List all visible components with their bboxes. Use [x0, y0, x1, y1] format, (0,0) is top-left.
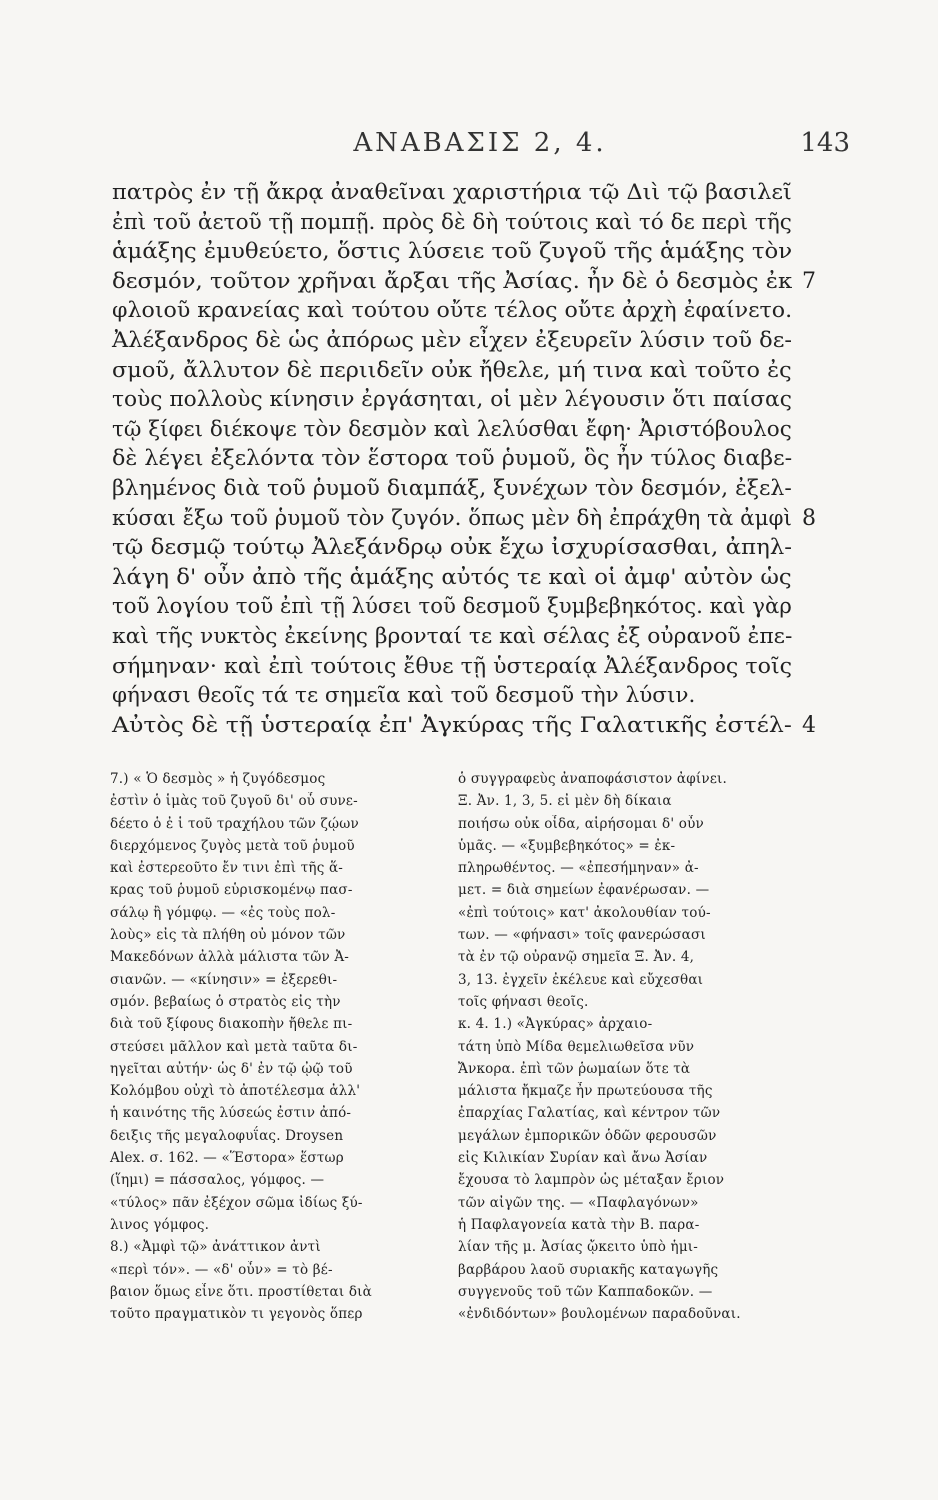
footnote-line: «τύλος» πᾶν ἐξέχον σῶμα ἰδίως ξύ-: [110, 1194, 363, 1211]
running-head-title: ΑΝΑΒΑΣΙΣ 2, 4.: [353, 128, 607, 158]
footnote-line: δειξις τῆς μεγαλοφυΐας. Droysen: [110, 1127, 344, 1144]
main-text-line: [112, 237, 802, 267]
main-text-line: [112, 563, 802, 593]
main-text-line: [112, 474, 802, 504]
footnote-line: τοῦτο πραγματικὸν τι γεγονὸς ὅπερ: [110, 1306, 363, 1323]
main-text-line: [112, 415, 802, 445]
footnote-line: (ἵημι) = πάσσαλος, γόμφος. —: [110, 1172, 325, 1189]
main-text-line-content: καὶ τῆς νυκτὸς ἐκείνης βρονταί τε καὶ σέλας ἐξ οὐρανοῦ ἐπε-: [112, 623, 793, 649]
footnote-line: «ἐνδιδόντων» βουλομένων παραδοῦναι.: [458, 1306, 741, 1323]
main-text-line-content: φλοιοῦ κρανείας καὶ τούτου οὔτε τέλος οὔτε ἀρχὴ ἐφαίνετο.: [112, 298, 793, 324]
main-text-line-content: σήμηναν· καὶ ἐπὶ τούτοις ἔθυε τῇ ὑστεραίᾳ Ἀλέξανδρος τοῖς: [112, 653, 793, 679]
footnote-line: διερχόμενος ζυγὸς μετὰ τοῦ ῥυμοῦ: [110, 837, 355, 854]
footnote-line: ποιήσω οὐκ οἶδα, αἱρήσομαι δ' οὖν: [458, 815, 704, 832]
footnote-line: πληρωθέντος. — «ἐπεσήμηναν» ἀ-: [458, 860, 699, 877]
footnote-line: τάτη ὑπὸ Μίδα θεμελιωθεῖσα νῦν: [458, 1038, 695, 1055]
main-text-line-content: τῷ ξίφει διέκοψε τὸν δεσμὸν καὶ λελύσθαι ἔφη· Ἀριστόβουλος: [112, 416, 792, 442]
footnote-line: σιανῶν. — «κίνησιν» = ἐξερεθι-: [110, 971, 338, 988]
running-head: [110, 128, 850, 168]
footnote-line: ηγεῖται αὐτήν· ὡς δ' ἐν τῷ ᾠῷ τοῦ: [110, 1060, 353, 1077]
footnote-line: ἔχουσα τὸ λαμπρὸν ὡς μέταξαν ἔριον: [458, 1172, 725, 1189]
footnote-line: 7.) « Ὁ δεσμὸς » ἡ ζυγόδεσμος: [110, 771, 326, 787]
main-text-line: [112, 652, 802, 682]
footnote-line: Ξ. Ἀν. 1, 3, 5. εἰ μὲν δὴ δίκαια: [458, 793, 672, 810]
footnote-line: κ. 4. 1.) «Ἀγκύρας» ἀρχαιο-: [458, 1016, 653, 1033]
main-text-line-content: τοὺς πολλοὺς κίνησιν ἐργάσηται, οἱ μὲν λέγουσιν ὅτι παίσας: [112, 387, 792, 413]
footnote-line: λινος γόμφος.: [110, 1216, 210, 1233]
section-margin-number: 8: [802, 505, 816, 531]
footnote-line: σάλῳ ἢ γόμφῳ. — «ἐς τοὺς πολ-: [110, 904, 336, 921]
main-text-line: [112, 533, 802, 563]
footnote-line: εἰς Κιλικίαν Συρίαν καὶ ἄνω Ἀσίαν: [458, 1150, 708, 1167]
main-text-line: [112, 296, 802, 326]
footnote-line: μεγάλων ἐμπορικῶν ὁδῶν φερουσῶν: [458, 1127, 717, 1144]
page-number: 143: [800, 128, 850, 158]
footnote-line: ἡ καινότης τῆς λύσεώς ἐστιν ἀπό-: [110, 1105, 352, 1122]
footnote-line: λοὺς» εἰς τὰ πλήθη οὐ μόνον τῶν: [110, 927, 346, 944]
footnote-line: δέετο ὁ ἐ ἱ τοῦ τραχήλου τῶν ζῴων: [110, 815, 359, 832]
main-text-line-content: φήνασι θεοῖς τά τε σημεῖα καὶ τοῦ δεσμοῦ τὴν λύσιν.: [112, 683, 696, 709]
main-text-line-content: ἁμάξης ἐμυθεύετο, ὅστις λύσειε τοῦ ζυγοῦ τῆς ἁμάξης τὸν: [112, 239, 793, 265]
footnote-line: διὰ τοῦ ξίφους διακοπὴν ἤθελε πι-: [110, 1016, 353, 1033]
footnote-line: των. — «φήνασι» τοῖς φανερώσασι: [458, 927, 706, 944]
footnote-line: λίαν τῆς μ. Ἀσίας ᾤκειτο ὑπὸ ἡμι-: [458, 1239, 699, 1256]
main-text-line-content: σμοῦ, ἄλλυτον δὲ περιιδεῖν οὐκ ἤθελε, μή τινα καὶ τοῦτο ἐς: [112, 357, 792, 383]
footnote-line: τὰ ἐν τῷ οὐρανῷ σημεῖα Ξ. Ἀν. 4,: [458, 949, 695, 966]
main-text-line: [112, 178, 802, 208]
main-text-block: [112, 178, 816, 740]
footnote-line: «περὶ τόν». — «δ' οὖν» = τὸ βέ-: [110, 1261, 333, 1278]
footnote-line: στεύσει μᾶλλον καὶ μετὰ ταῦτα δι-: [110, 1038, 358, 1055]
footnote-line: ὑμᾶς. — «ξυμβεβηκότος» = ἐκ-: [458, 837, 676, 854]
main-text-line-content: τοῦ λογίου τοῦ ἐπὶ τῇ λύσει τοῦ δεσμοῦ ξυμβεβηκότος. καὶ γὰρ: [112, 594, 792, 620]
footnote-line: 3, 13. ἐγχεῖν ἐκέλευε καὶ εὔχεσθαι: [458, 971, 704, 988]
main-text-line: [112, 326, 802, 356]
main-text-line-content: λάγη δ' οὖν ἀπὸ τῆς ἁμάξης αὐτός τε καὶ οἱ ἀμφ' αὐτὸν ὡς: [112, 564, 792, 590]
footnotes-right-column: [458, 768, 788, 1325]
footnote-line: ἐπαρχίας Γαλατίας, καὶ κέντρον τῶν: [458, 1105, 721, 1122]
main-text-line: [112, 592, 802, 622]
main-text-line: [112, 208, 802, 238]
main-text-line: [112, 504, 816, 534]
main-text-line: [112, 385, 802, 415]
footnote-line: Alex. σ. 162. — «Ἕστορα» ἕστωρ: [110, 1150, 344, 1167]
main-text-line-content: δὲ λέγει ἐξελόντα τὸν ἕστορα τοῦ ῥυμοῦ, ὃς ἦν τύλος διαβε-: [112, 446, 793, 472]
footnotes-left-column: [110, 768, 440, 1325]
main-text-line: [112, 681, 802, 711]
footnote-line: Ἄνκορα. ἐπὶ τῶν ῥωμαίων ὅτε τὰ: [458, 1060, 691, 1077]
footnote-line: ὁ συγγραφεὺς ἀναποφάσιστον ἀφίνει.: [458, 771, 728, 787]
main-text-line-content: τῷ δεσμῷ τούτῳ Ἀλεξάνδρῳ οὐκ ἔχω ἰσχυρίσασθαι, ἀπηλ-: [112, 535, 793, 561]
main-text-line: [112, 444, 802, 474]
footnote-line: 8.) «Ἀμφὶ τῷ» ἀνάττικον ἀντὶ: [110, 1239, 321, 1256]
footnote-line: Κολόμβου οὐχὶ τὸ ἀποτέλεσμα ἀλλ': [110, 1083, 361, 1100]
section-margin-number: 7: [802, 268, 816, 294]
footnote-line: μετ. = διὰ σημείων ἐφανέρωσαν. —: [458, 882, 710, 899]
footnote-line: τῶν αἰγῶν της. — «Παφλαγόνων»: [458, 1194, 699, 1211]
main-text-line-content: βλημένος διὰ τοῦ ῥυμοῦ διαμπάξ, ξυνέχων τὸν δεσμόν, ἐξελ-: [112, 475, 792, 501]
main-text-line: [112, 622, 802, 652]
main-text-line-content: Ἀλέξανδρος δὲ ὡς ἀπόρως μὲν εἶχεν ἐξευρεῖν λύσιν τοῦ δε-: [112, 327, 792, 353]
footnote-line: βαρβάρου λαοῦ συριακῆς καταγωγῆς: [458, 1261, 719, 1278]
main-text-line-content: πατρὸς ἐν τῇ ἄκρᾳ ἀναθεῖναι χαριστήρια τῷ Διὶ τῷ βασιλεῖ: [112, 180, 792, 205]
main-text-line-content: ἐπὶ τοῦ ἀετοῦ τῇ πομπῇ. πρὸς δὲ δὴ τούτοις καὶ τό δε περὶ τῆς: [112, 209, 792, 235]
footnote-line: συγγενοῦς τοῦ τῶν Καππαδοκῶν. —: [458, 1283, 713, 1300]
footnote-line: βαιον ὅμως εἶνε ὅτι. προστίθεται διὰ: [110, 1283, 372, 1300]
footnote-line: μάλιστα ἤκμαζε ἦν πρωτεύουσα τῆς: [458, 1083, 713, 1100]
footnote-line: Μακεδόνων ἀλλὰ μάλιστα τῶν Ἀ-: [110, 949, 350, 966]
footnote-line: «ἐπὶ τούτοις» κατ' ἀκολουθίαν τού-: [458, 904, 711, 921]
section-margin-number: 4: [802, 712, 816, 738]
footnote-line: κρας τοῦ ῥυμοῦ εὑρισκομένῳ πασ-: [110, 882, 353, 899]
main-text-line: [112, 711, 816, 741]
main-text-line-content: κύσαι ἔξω τοῦ ῥυμοῦ τὸν ζυγόν. ὅπως μὲν δὴ ἐπράχθη τὰ ἀμφὶ: [112, 505, 792, 531]
main-text-line: [112, 356, 802, 386]
footnote-line: ἐστὶν ὁ ἱμὰς τοῦ ζυγοῦ δι' οὗ συνε-: [110, 793, 358, 810]
main-text-line: [112, 267, 816, 297]
main-text-line-content: δεσμόν, τοῦτον χρῆναι ἄρξαι τῆς Ἀσίας. ἦν δὲ ὁ δεσμὸς ἐκ: [112, 268, 793, 294]
footnote-line: ἡ Παφλαγονεία κατὰ τὴν Β. παρα-: [458, 1216, 700, 1233]
main-text-line-content: Αὐτὸς δὲ τῇ ὑστεραίᾳ ἐπ' Ἀγκύρας τῆς Γαλατικῆς ἐστέλ-: [112, 712, 792, 738]
footnote-line: σμόν. βεβαίως ὁ στρατὸς εἰς τὴν: [110, 993, 341, 1010]
footnote-line: τοῖς φήνασι θεοῖς.: [458, 993, 589, 1010]
footnote-line: καὶ ἐστερεοῦτο ἔν τινι ἐπὶ τῆς ἅ-: [110, 860, 344, 877]
